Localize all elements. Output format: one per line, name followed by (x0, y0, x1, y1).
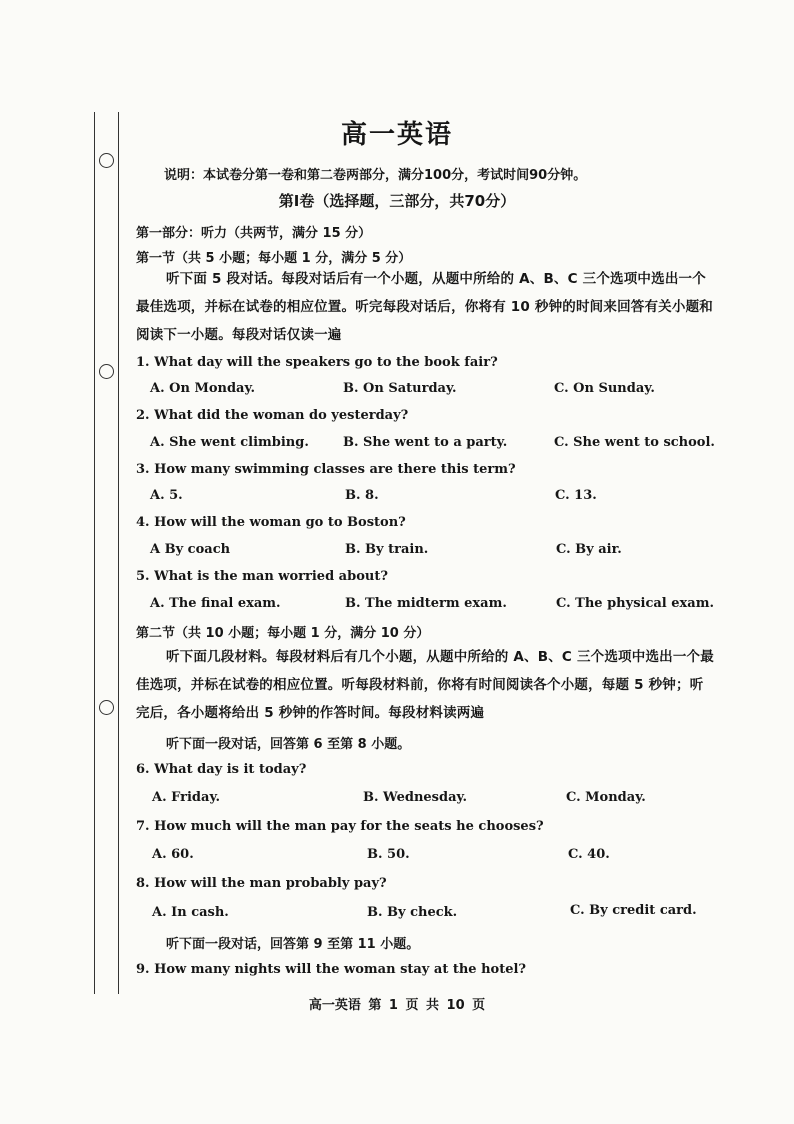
q2-option-b: B. She went to a party. (343, 435, 508, 450)
q2-option-c: C. She went to school. (554, 435, 715, 450)
q1-option-b: B. On Saturday. (343, 381, 457, 396)
q7-option-c: C. 40. (568, 847, 610, 862)
q5-option-c: C. The physical exam. (556, 596, 714, 611)
q7-option-b: B. 50. (367, 847, 410, 862)
question-9: 9. How many nights will the woman stay at the hotel? (136, 962, 527, 977)
q4-option-a: A By coach (150, 542, 231, 557)
q6-option-c: C. Monday. (566, 790, 646, 805)
q1-option-c: C. On Sunday. (554, 381, 655, 396)
section2-directions-text: 听下面几段材料。每段材料后有几个小题，从题中所给的 A、B、C 三个选项中选出一个最佳选项，并标在试卷的相应位置。听每段材料前，你将有时间阅读各个小题，每题 5 秒钟；听完后，各小题将给出 5 秒钟的作答时间。每段材料读两遍 (136, 649, 714, 721)
section2-directions (136, 643, 714, 727)
q5-option-a: A. The final exam. (150, 596, 281, 611)
q5-option-b: B. The midterm exam. (345, 596, 507, 611)
q8-option-a: A. In cash. (152, 905, 229, 920)
question-5: 5. What is the man worried about? (136, 569, 388, 584)
q4-option-b: B. By train. (345, 542, 429, 557)
q8-option-c: C. By credit card. (570, 903, 697, 918)
question-2: 2. What did the woman do yesterday? (136, 408, 409, 423)
q1-option-a: A. On Monday. (150, 381, 256, 396)
q2-option-a: A. She went climbing. (150, 435, 309, 450)
exam-title: 高一英语 (340, 120, 453, 150)
q3-option-c: C. 13. (555, 488, 597, 503)
question-8: 8. How will the man probably pay? (136, 876, 387, 891)
question-7: 7. How much will the man pay for the seats he chooses? (136, 819, 544, 834)
q4-option-c: C. By air. (556, 542, 622, 557)
q6-option-b: B. Wednesday. (363, 790, 468, 805)
question-3: 3. How many swimming classes are there this term? (136, 462, 516, 477)
punch-hole-circle (99, 700, 114, 715)
binding-line-inner (118, 112, 119, 994)
q3-option-a: A. 5. (150, 488, 183, 503)
punch-hole-circle (99, 153, 114, 168)
question-1: 1. What day will the speakers go to the book fair? (136, 355, 498, 370)
dialogue-group-2: 听下面一段对话，回答第 9 至第 11 小题。 (166, 937, 420, 952)
part1-heading: 第一部分：听力（共两节，满分 15 分） (136, 226, 372, 241)
q7-option-a: A. 60. (152, 847, 194, 862)
section1-heading: 第一节（共 5 小题；每小题 1 分，满分 5 分） (136, 251, 412, 266)
punch-hole-circle (99, 364, 114, 379)
dialogue-group-1: 听下面一段对话，回答第 6 至第 8 小题。 (166, 737, 411, 752)
question-6: 6. What day is it today? (136, 762, 307, 777)
section1-directions-text: 听下面 5 段对话。每段对话后有一个小题，从题中所给的 A、B、C 三个选项中选出一个最佳选项，并标在试卷的相应位置。听完每段对话后，你将有 10 秒钟的时间来回答有关小题和阅读下一小题。每段对话仅读一遍 (136, 271, 713, 343)
binding-line-outer (94, 112, 95, 994)
volume-heading: 第Ⅰ卷（选择题，三部分，共70分） (278, 192, 516, 210)
question-4: 4. How will the woman go to Boston? (136, 515, 406, 530)
page-footer: 高一英语 第 1 页 共 10 页 (308, 998, 486, 1013)
exam-instructions: 说明：本试卷分第一卷和第二卷两部分，满分100分，考试时间90分钟。 (164, 168, 587, 183)
q3-option-b: B. 8. (345, 488, 379, 503)
q8-option-b: B. By check. (367, 905, 458, 920)
q6-option-a: A. Friday. (152, 790, 221, 805)
section2-heading: 第二节（共 10 小题；每小题 1 分，满分 10 分） (136, 626, 430, 641)
section1-directions (136, 265, 714, 349)
